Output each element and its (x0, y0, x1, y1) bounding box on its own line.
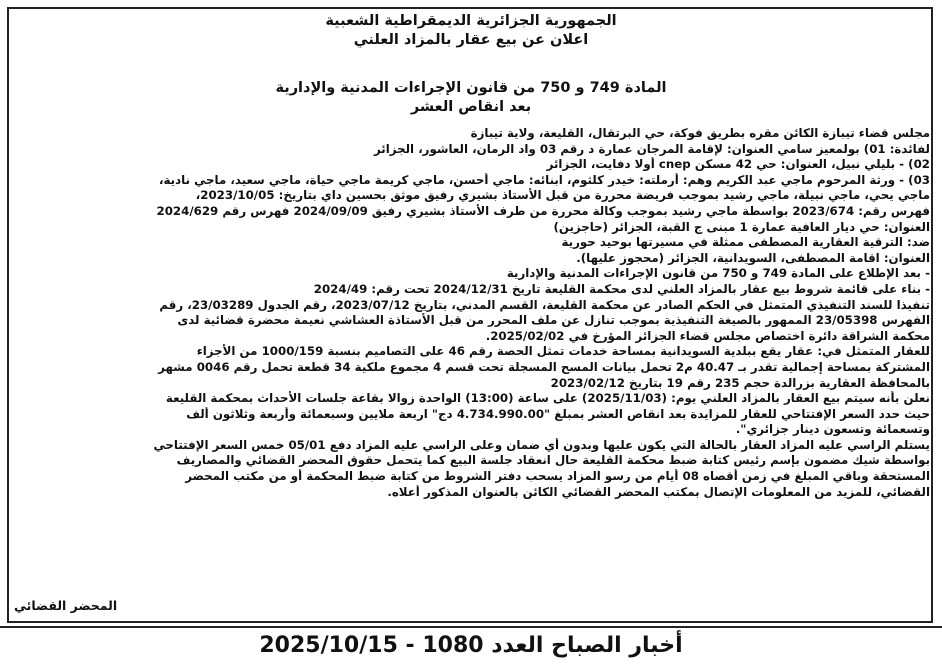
body-line: المشتركة بمساحة إجمالية تقدر بـ 40.47 م2 تحمل بيانات المسح المسجلة تحت قسم 4 مجموع ملكية 34 قطعة تحمل رقم 0046 مشهر (158, 359, 930, 374)
body-line: لفائدة: 01) بولمعيز سامي العنوان: لإقامة المرجان عمارة د رقم 03 واد الرمان، العاشور، الجزائر (373, 141, 930, 156)
body-line: العنوان: اقامة المصطفى، السويدانية، الجزائر (محجوز عليها). (576, 250, 930, 265)
body-line: مجلس قضاء تيبازة الكائن مقره بطريق فوكة، حي البرتقال، القليعة، ولاية تيبازة (470, 126, 930, 140)
law-article-heading: المادة 749 و 750 من قانون الإجراءات المدنية والإدارية (275, 80, 667, 96)
body-line: 03) - ورثة المرحوم ماجي عبد الكريم وهم: أرملته: خيدر كلثوم، ابنائه: ماجي أحسن، ماجي كريمة ماجي حياة، ماجي سعيد، ماجي نادية، (159, 172, 930, 187)
notice-title: اعلان عن بيع عقار بالمزاد العلني (353, 32, 589, 48)
body-line: 02) - بليلي نبيل، العنوان: حي 42 مسكن cnep أولا دفايت، الجزائر (546, 157, 930, 172)
body-line: نعلن بأنه سيتم بيع العقار بالمزاد العلني يوم: (2025/11/03) على ساعة (13:00) الواحدة زوالا بقاعة جلسات الأحداث بمحكمة القليعة (165, 391, 930, 406)
signature-bailiff: المحضر القضائي (14, 598, 118, 613)
body-line: الفهرس 23/05398 الممهور بالصيغة التنفيذية بموجب تنازل عن ملف المحرر من قبل الأستاذة العشاشي نعيمة محضرة قضائية لدى (177, 313, 930, 328)
body-line: ضد: الترقية العقارية المصطفى ممثلة في مسيرتها بوحيد حورية (561, 235, 930, 250)
footer-issue-date: أخبار الصباح العدد 1080 - 2025/10/15 (259, 633, 683, 658)
body-line: تنفيذا للسند التنفيذي المتمثل في الحكم الصادر عن محكمة القليعة، القسم المدني، بتاريخ 2023/07/12، رقم الجدول 23/03289، رقم (159, 297, 930, 312)
body-line: المستحقة وباقي المبلغ في زمن أقصاه 08 أيام من رسو المزاد يسحب دفتر الشروط من كتابة ضبط المحكمة أو من مكتب المحضر (185, 469, 930, 484)
body-line: ماجي يحي، ماجي نبيلة، ماجي رشيد بموجب فريضة محررة من قبل الأستاذ بشيري رفيق موثق بحسين داي بتاريخ: 2023/10/05، (195, 188, 930, 203)
body-line: القضائي، للمزيد من المعلومات الإتصال بمكتب المحضر القضائي الكائن بالعنوان المذكور أعلاه. (387, 484, 930, 499)
body-line: - بعد الإطلاع على المادة 749 و 750 من قانون الإجراءات المدنية والإدارية (506, 266, 930, 281)
body-line: - بناء على قائمة شروط بيع عقار بالمزاد العلني لدى محكمة القليعة تاريخ 2024/12/31 تحت رقم: 2024/49 (313, 281, 930, 296)
body-line: بالمحافظة العقارية بزرالدة حجم 235 رقم 19 بتاريخ 2023/02/12 (550, 375, 930, 390)
republic-header: الجمهورية الجزائرية الديمقراطية الشعبية (325, 13, 617, 29)
body-line: وتسعمائة وتسعون دينار جزائري". (735, 422, 930, 437)
reduction-heading: بعد انقاص العشر (410, 99, 532, 115)
newspaper-footer (0, 626, 942, 668)
body-line: يستلم الراسي عليه المزاد العقار بالحالة التي يكون عليها وبدون أي ضمان وعلى الراسي عليه المزاد دفع 05/01 خمس السعر الإفتتاحي (153, 437, 930, 452)
body-line: العنوان: حي ديار العافية عمارة 1 مبنى ج القبة، الجزائر (حاجزين) (553, 219, 930, 234)
body-line: للعقار المتمثل في: عقار يقع ببلدية السويدانية بمساحة خدمات تمثل الحصة رقم 46 على التصاميم بنسبة 1000/159 من الأجزاء (196, 344, 930, 359)
body-line: حيث حدد السعر الإفتتاحي للعقار للمزايدة بعد انقاص العشر بمبلغ "4.734.990.00 دج" اربعة ملايين وسبعمائة وأربعة وثلاثون ألف (186, 406, 930, 421)
notice-body (12, 126, 930, 500)
body-line: محكمة الشراقة دائرة اختصاص مجلس قضاء الجزائر المؤرخ في 2025/02/02. (485, 328, 930, 343)
body-line: فهرس رقم: 2023/674 بواسطة ماجي رشيد بموجب وكالة محررة من طرف الأستاذ بشيري رفيق 2024/09/09 فهرس رقم 2024/629 (156, 203, 930, 218)
body-line: بواسطة شيك مضمون بإسم رئيس كتابة ضبط محكمة القليعة حال انعقاد جلسة البيع كما يتحمل حقوق المحضر القضائي والمصاريف (176, 453, 930, 468)
